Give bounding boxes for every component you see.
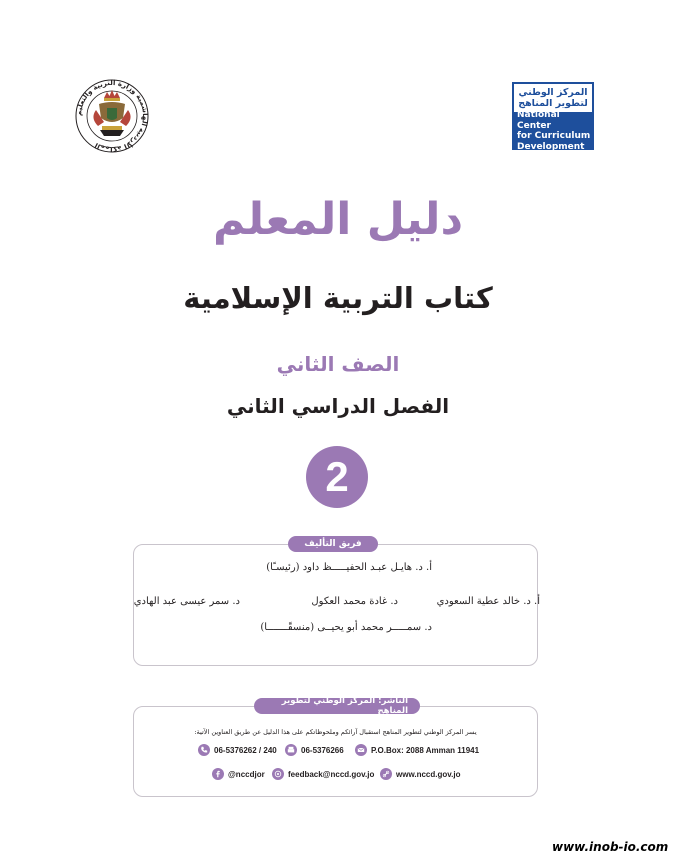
author-lead: أ. د. هايـل عبـد الحفيـــــظ داود (رئيسـًا) [266,562,432,573]
contact-phone [198,744,277,756]
nccd-logo-arabic-line1: المركز الوطني [518,87,588,98]
nccd-logo-arabic-line2: لتطوير المناهج [518,98,588,109]
link-icon [380,768,392,780]
nccd-logo [512,82,594,150]
author-member: د. سمر عيسى عبد الهادي [133,596,240,607]
nccd-logo-english-line1: National Center [517,110,560,131]
grade-label: الصف الثاني [276,352,400,376]
contact-email[interactable] [272,768,374,780]
fax-icon [285,744,297,756]
phone-number: 06-5376262 / 240 [214,745,277,755]
authors-heading: فريق التأليف [288,536,378,552]
nccd-logo-english-line2: for Curriculum [517,131,591,141]
nccd-logo-english-line3: Development [517,141,585,152]
facebook-icon [212,768,224,780]
email-address: feedback@nccd.gov.jo [288,769,375,779]
facebook-handle: @nccdjor [228,769,265,779]
nccd-logo-arabic [514,84,592,112]
phone-icon [198,744,210,756]
author-member: د. غادة محمد العكول [311,596,398,607]
at-sign-icon [272,768,284,780]
contact-website[interactable] [380,768,460,780]
pobox-text: P.O.Box: 2088 Amman 11941 [371,745,480,755]
publisher-heading: الناشر: المركز الوطني لتطوير المناهج [254,698,420,714]
contact-pobox [355,744,479,756]
semester-label: الفصل الدراسي الثاني [226,394,450,418]
volume-number-badge: 2 [306,446,368,508]
author-member: أ. د. خالد عطية السعودي [436,596,540,607]
website-url: www.nccd.gov.jo [396,769,461,779]
book-title: كتاب التربية الإسلامية [183,281,493,315]
svg-text:المملكة الأردنية الهاشمية وزار: المملكة الأردنية الهاشمية وزارة التربية والتعليم [74,78,150,154]
contact-fax [285,744,344,756]
site-watermark: www.inob-io.com [552,840,669,854]
mail-icon [355,744,367,756]
fax-number: 06-5376266 [301,745,344,755]
publisher-note: يسر المركز الوطني لتطوير المناهج استقبال آرائكم وملحوظاتكم على هذا الدليل عن طريق العناوين الآتية: [194,728,477,736]
contact-facebook[interactable] [212,768,265,780]
nccd-logo-english [514,112,592,150]
ministry-emblem [74,78,150,154]
author-coordinator: د. سمـــــر محمد أبو يحيــى (منسقًـــــــا) [260,622,432,633]
guide-title: دليل المعلم [212,194,464,245]
